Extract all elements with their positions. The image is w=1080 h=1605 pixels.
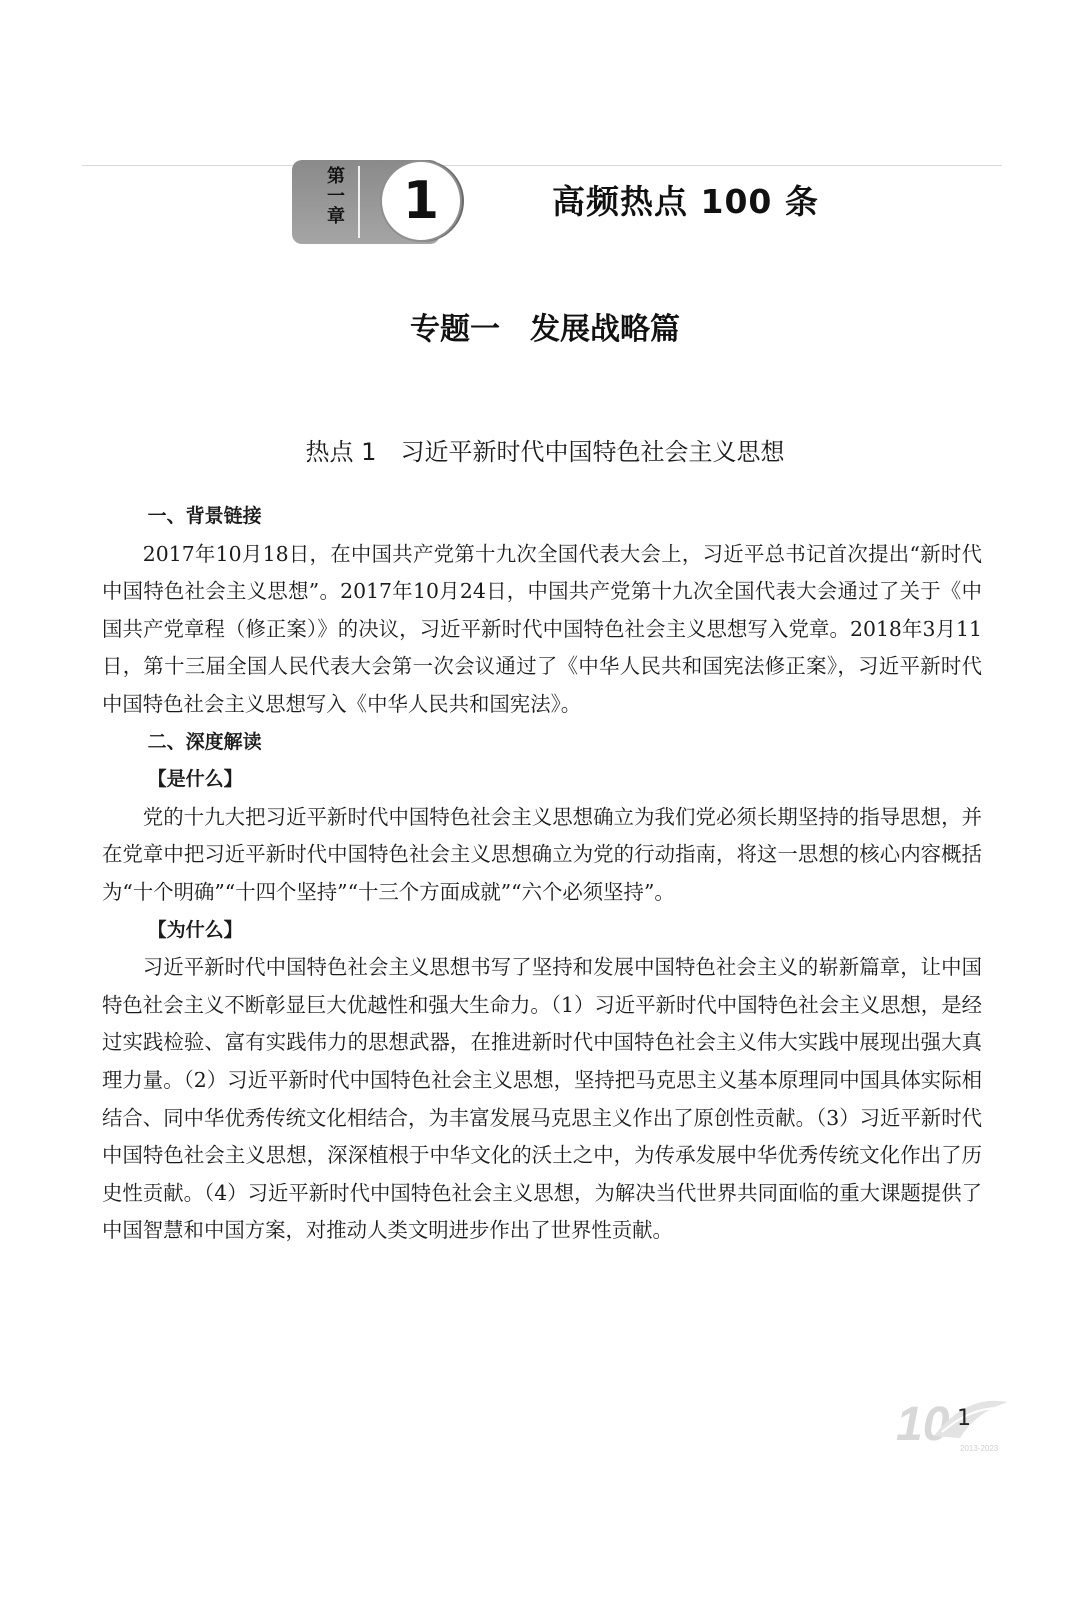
why-paragraph: 习近平新时代中国特色社会主义思想书写了坚持和发展中国特色社会主义的崭新篇章，让中国特色社会主义不断彰显巨大优越性和强大生命力。（1）习近平新时代中国特色社会主义思想，是经过实践检验、富有实践伟力的思想武器，在推进新时代中国特色社会主义伟大实践中展现出强大真理力量。（2）习近平新时代中国特色社会主义思想，坚持把马克思主义基本原理同中国具体实际相结合、同中华优秀传统文化相结合，为丰富发展马克思主义作出了原创性贡献。（3）习近平新时代中国特色社会主义思想，深深植根于中华文化的沃土之中，为传承发展中华优秀传统文化作出了历史性贡献。（4）习近平新时代中国特色社会主义思想，为解决当代世界共同面临的重大课题提供了中国智慧和中国方案，对推动人类文明进步作出了世界性贡献。 — [102, 955, 982, 1243]
logo-years: 2013-2023 — [960, 1444, 999, 1453]
article-body — [102, 498, 982, 1250]
chapter-label: 第一章 — [324, 166, 345, 226]
page-number: 1 — [957, 1406, 971, 1431]
why-heading: 【为什么】 — [147, 918, 243, 941]
chapter-badge-divider — [358, 166, 360, 238]
background-paragraph: 2017年10月18日，在中国共产党第十九次全国代表大会上，习近平总书记首次提出“新时代中国特色社会主义思想”。2017年10月24日，中国共产党第十九次全国代表大会通过了关于《中国共产党章程（修正案）》的决议，习近平新时代中国特色社会主义思想写入党章。2018年3月11日，第十三届全国人民代表大会第一次会议通过了《中华人民共和国宪法修正案》，习近平新时代中国特色社会主义思想写入《中华人民共和国宪法》。 — [102, 541, 982, 716]
chapter-title: 高频热点 100 条 — [552, 182, 819, 221]
logo-text: 10 — [896, 1398, 950, 1451]
top-rule — [82, 165, 1002, 166]
anniversary-logo — [894, 1392, 1012, 1456]
background-heading: 一、背景链接 — [147, 505, 262, 527]
hotspot-title: 热点 1 习近平新时代中国特色社会主义思想 — [305, 438, 785, 466]
what-paragraph: 党的十九大把习近平新时代中国特色社会主义思想确立为我们党必须长期坚持的指导思想，并在党章中把习近平新时代中国特色社会主义思想确立为党的行动指南，将这一思想的核心内容概括为“十个明确”“十四个坚持”“十三个方面成就”“六个必须坚持”。 — [102, 804, 982, 904]
chapter-number-circle — [380, 160, 462, 242]
chapter-number: 1 — [402, 171, 440, 231]
analysis-heading: 二、深度解读 — [147, 730, 262, 753]
section-title: 专题一 发展战略篇 — [410, 312, 680, 347]
what-heading: 【是什么】 — [147, 768, 243, 791]
chapter-badge — [292, 160, 468, 244]
